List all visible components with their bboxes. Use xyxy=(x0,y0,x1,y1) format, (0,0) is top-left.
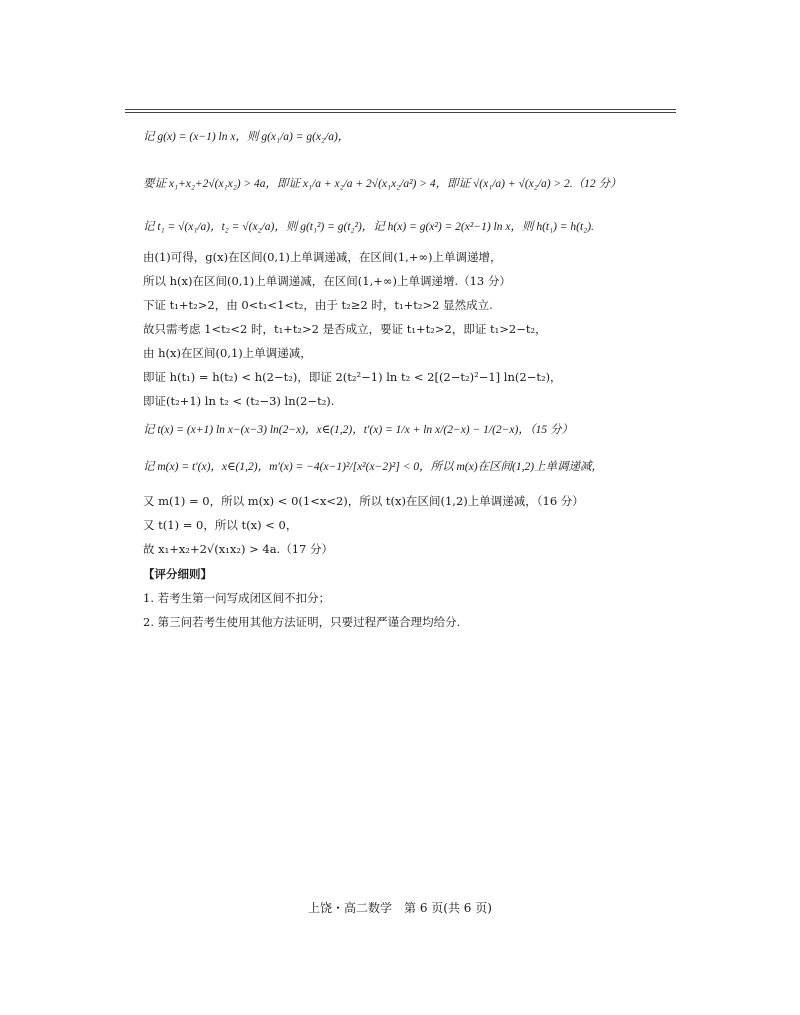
text-line: 下证 t₁+t₂>2，由 0<t₁<1<t₂，由于 t₂≥2 时，t₁+t₂>2 显然成立. xyxy=(143,298,493,312)
text-line: 记 m(x) = t′(x)，x∈(1,2)，m′(x) = −4(x−1)²/[x²(x−2)²] < 0，所以 m(x)在区间(1,2)上单调递减， xyxy=(143,461,604,473)
header-rule-top xyxy=(125,109,676,110)
text-line: 记 t₁ = √(x₁/a)，t₂ = √(x₂/a)，则 g(t₁²) = g(t₂²)，记 h(x) = g(x²) = 2(x²−1) ln x，则 h(t₁) = h(t₂). xyxy=(143,221,594,233)
text-line: 要证 x₁+x₂+2√(x₁x₂) > 4a，即证 x₁/a + x₂/a + 2√(x₁x₂/a²) > 4，即证 √(x₁/a) + √(x₂/a) > 2.（12 分） xyxy=(143,178,622,190)
section-heading: 【评分细则】 xyxy=(143,567,212,581)
header-rule-bottom xyxy=(125,112,676,113)
text-line: 即证 h(t₁) = h(t₂) < h(2−t₂)，即证 2(t₂²−1) ln t₂ < 2[(2−t₂)²−1] ln(2−t₂)， xyxy=(143,370,562,384)
text-line: 所以 h(x)在区间(0,1)上单调递减，在区间(1,+∞)上单调递增.（13 分） xyxy=(143,274,511,288)
text-line: 故 x₁+x₂+2√(x₁x₂) > 4a.（17 分） xyxy=(143,542,333,556)
text-line: 由(1)可得，g(x)在区间(0,1)上单调递减，在区间(1,+∞)上单调递增， xyxy=(143,250,502,264)
text-line: 又 m(1) = 0，所以 m(x) < 0(1<x<2)，所以 t(x)在区间(1,2)上单调递减，（16 分） xyxy=(143,494,584,508)
text-line: 1. 若考生第一问写成闭区间不扣分； xyxy=(143,591,331,605)
text-line: 2. 第三问若考生使用其他方法证明，只要过程严谨合理均给分. xyxy=(143,615,461,629)
text-line: 即证(t₂+1) ln t₂ < (t₂−3) ln(2−t₂). xyxy=(143,394,335,408)
page-footer: 上饶・高二数学 第 6 页(共 6 页) xyxy=(308,901,492,915)
text-line: 记 g(x) = (x−1) ln x，则 g(x₁/a) = g(x₂/a)， xyxy=(143,131,350,143)
text-line: 又 t(1) = 0，所以 t(x) < 0， xyxy=(143,518,298,532)
text-line: 由 h(x)在区间(0,1)上单调递减， xyxy=(143,346,312,360)
text-line: 记 t(x) = (x+1) ln x−(x−3) ln(2−x)，x∈(1,2)，t′(x) = 1/x + ln x/(2−x) − 1/(2−x)，（15 分） xyxy=(143,424,573,436)
text-line: 故只需考虑 1<t₂<2 时，t₁+t₂>2 是否成立，要证 t₁+t₂>2，即证 t₁>2−t₂， xyxy=(143,322,547,336)
